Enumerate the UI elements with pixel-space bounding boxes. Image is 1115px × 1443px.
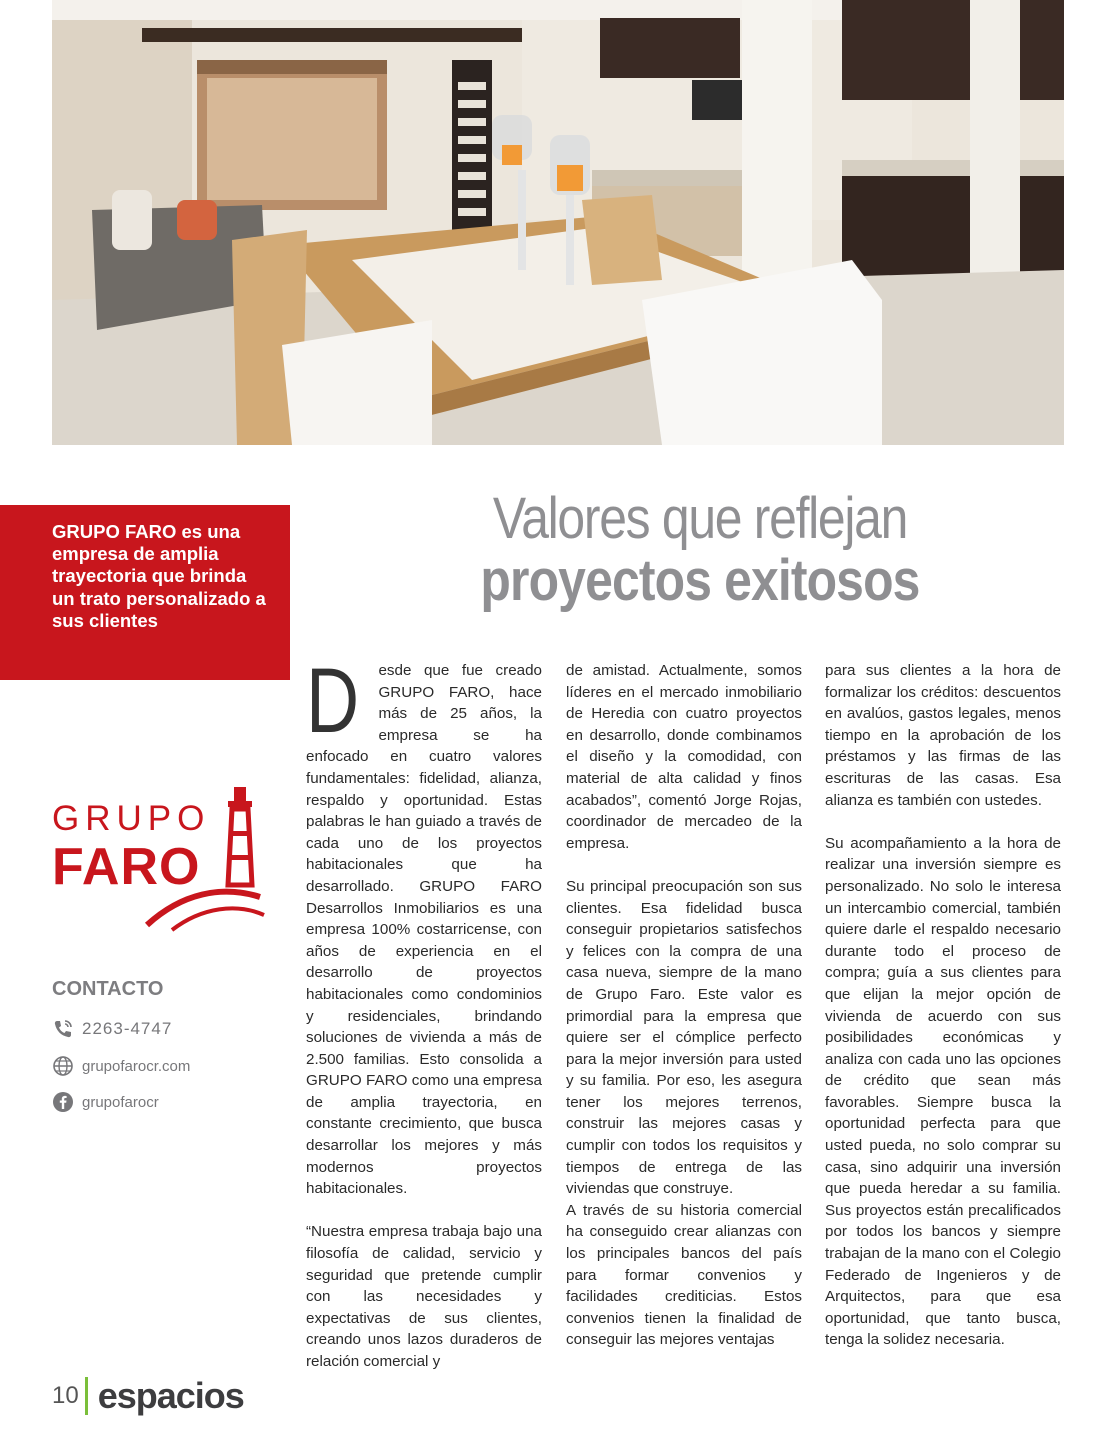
- article-paragraph: “Nuestra empresa trabaja bajo una filosofía de calidad, servicio y seguridad que pretende cumplir con las necesidades y expectativas de sus clientes, creando unos lazos duraderos de relación comercial y: [306, 1223, 542, 1370]
- facebook-handle[interactable]: grupofarocr: [82, 1093, 159, 1111]
- globe-icon: [52, 1055, 74, 1077]
- title-line-1: Valores que reflejan: [492, 486, 908, 551]
- hero-photo: [52, 0, 1064, 445]
- title-line-2: proyectos exitosos: [480, 548, 920, 613]
- logo-word-faro: FARO: [52, 838, 201, 896]
- lighthouse-icon: [52, 785, 267, 935]
- logo-word-grupo: GRUPO: [52, 799, 211, 838]
- page-number: 10: [52, 1382, 79, 1409]
- intro-callout: [0, 505, 290, 680]
- callout-text: GRUPO FARO es una empresa de amplia trayectoria que brinda un trato personalizado a sus clientes: [52, 521, 266, 631]
- article-paragraph: de amistad. Actualmente, somos líderes en el mercado inmobiliario de Heredia con cuatro proyectos en desarrollo, donde combinamos el diseño y la comodidad, con material de alta calidad y finos acabados”, comentó Jorge Rojas, coordinador de mercadeo de la empresa.: [566, 662, 802, 852]
- dining-room-illustration: [52, 0, 1064, 445]
- drop-cap: D: [306, 650, 360, 752]
- contact-website[interactable]: [52, 1055, 190, 1077]
- article-column-2: [566, 660, 802, 1351]
- footer-divider: [85, 1377, 88, 1415]
- article-column-3: [825, 660, 1061, 1351]
- article-paragraph: Su principal preocupación son sus clientes. Esa fidelidad busca conseguir propietarios satisfechos y felices con la compra de una casa nueva, siempre de la mano de Grupo Faro. Este valor es primordial para la empresa que quiere ser el cómplice perfecto para la mejor inversión para usted y su familia. Por eso, les asegura tener los mejores terrenos, construir las mejores casas y cumplir con todos los requisitos y tiempos de entrega de las viviendas que construye.: [566, 877, 802, 1198]
- magazine-logo: espacios: [97, 1375, 244, 1416]
- grupo-faro-logo: [52, 785, 267, 935]
- contact-facebook[interactable]: [52, 1091, 159, 1113]
- article-column-1: [306, 650, 542, 1373]
- article-title: [400, 487, 1000, 611]
- article-paragraph: A través de su historia comercial ha conseguido crear alianzas con los principales bancos del país para formar convenios y facilidades crediticias. Estos convenios tienen la finalidad de conseguir las mejores ventajas: [566, 1201, 802, 1349]
- page-footer: [52, 1376, 244, 1416]
- website-link[interactable]: grupofarocr.com: [82, 1057, 191, 1075]
- phone-icon: [52, 1018, 74, 1040]
- article-paragraph: Su acompañamiento a la hora de realizar una inversión siempre es personalizado. No solo le interesa un intercambio comercial, también quiere darle el respaldo necesario durante todo el proceso de compra; guía a sus clientes para que elijan la mejor opción de vivienda de acuerdo con sus posibilidades económicas y analiza con cada uno las opciones de crédito que sean más favorables. Siempre busca la oportunidad perfecta para que usted pueda, no solo comprar su casa, sino adquirir una inversión que pueda heredar a su familia. Sus proyectos están precalificados por todos los bancos y siempre trabajan de la mano con el Colegio Federado de Ingenieros y de Arquitectos, para que esa oportunidad, que tanto busca, tenga la solidez necesaria.: [825, 834, 1061, 1349]
- article-paragraph: para sus clientes a la hora de formalizar los créditos: descuentos en avalúos, gastos legales, menos tiempo en la aprobación de los préstamos y las firmas de las escrituras de las casas. Esa alianza es también con ustedes.: [825, 662, 1061, 809]
- contact-heading: CONTACTO: [52, 978, 164, 1000]
- contact-phone[interactable]: [52, 1018, 172, 1040]
- phone-number: 2263-4747: [82, 1019, 173, 1038]
- article-paragraph: D esde que fue creado GRUPO FARO, hace más de 25 años, la empresa se ha enfocado en cuatro valores fundamentales: fidelidad, alianza, respaldo y oportunidad. Estas palabras le han guiado a través de cada uno de los proyectos habitacionales que ha desarrollado. GRUPO FARO Desarrollos Inmobiliarios es una empresa 100% costarricense, con años de experiencia en el desarrollo de proyectos habitacionales como condominios y residenciales, brindando soluciones de vivienda a más de 2.500 familias. Esto consolida a GRUPO FARO como una empresa de amplia trayectoria, en constante crecimiento, que busca desarrollar los mejores y más modernos proyectos habitacionales.: [306, 650, 542, 1198]
- facebook-icon: [52, 1091, 74, 1113]
